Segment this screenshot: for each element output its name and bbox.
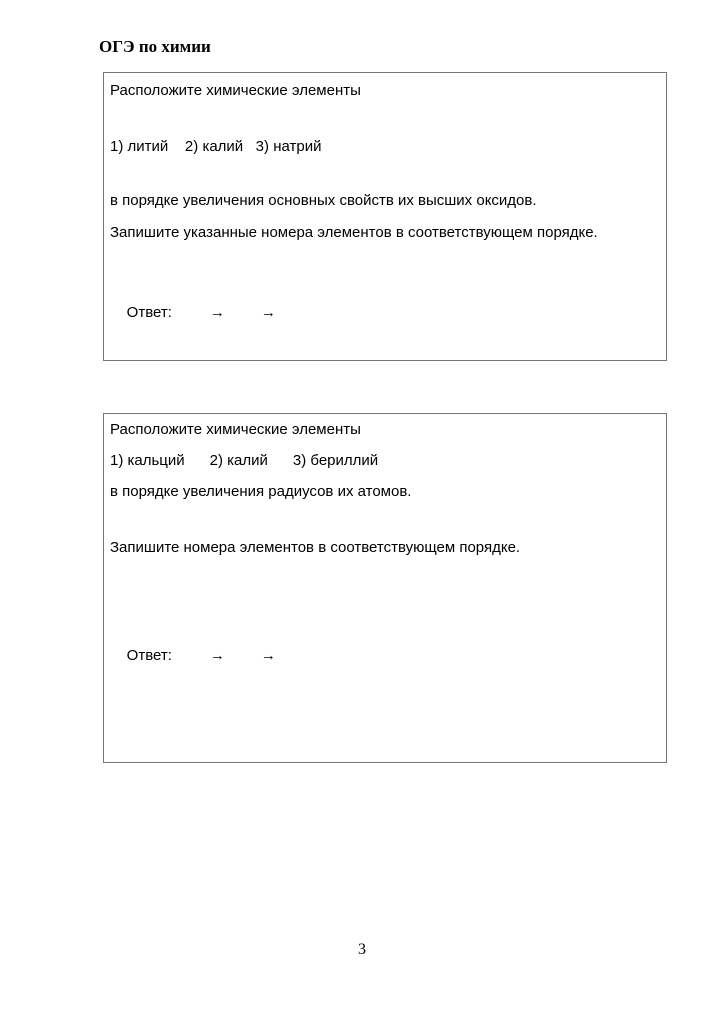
task1-answer-line [110, 283, 660, 343]
right-arrow-icon: → [260, 304, 276, 321]
answer-label: Ответ: [126, 647, 172, 664]
task1-options-line: 1) литий 2) калий 3) натрий [110, 138, 322, 155]
answer-label: Ответ: [126, 304, 172, 321]
task1-instruction-line: Запишите указанные номера элементов в соответствующем порядке. [110, 224, 598, 241]
task2-statement-line: Расположите химические элементы [110, 421, 361, 438]
right-arrow-icon: → [209, 647, 225, 664]
task1-statement-line: Расположите химические элементы [110, 82, 361, 99]
task-box-2 [103, 413, 667, 763]
task1-criterion-line: в порядке увеличения основных свойств их высших оксидов. [110, 192, 537, 209]
task-box-1 [103, 72, 667, 361]
task2-options-line: 1) кальций 2) калий 3) бериллий [110, 452, 379, 469]
page-number: 3 [358, 941, 366, 958]
task2-answer-line [110, 626, 660, 686]
right-arrow-icon: → [260, 647, 276, 664]
page-title: ОГЭ по химии [99, 37, 211, 56]
task2-instruction-line: Запишите номера элементов в соответствующем порядке. [110, 539, 521, 556]
task2-criterion-line: в порядке увеличения радиусов их атомов. [110, 483, 412, 500]
right-arrow-icon: → [209, 304, 225, 321]
